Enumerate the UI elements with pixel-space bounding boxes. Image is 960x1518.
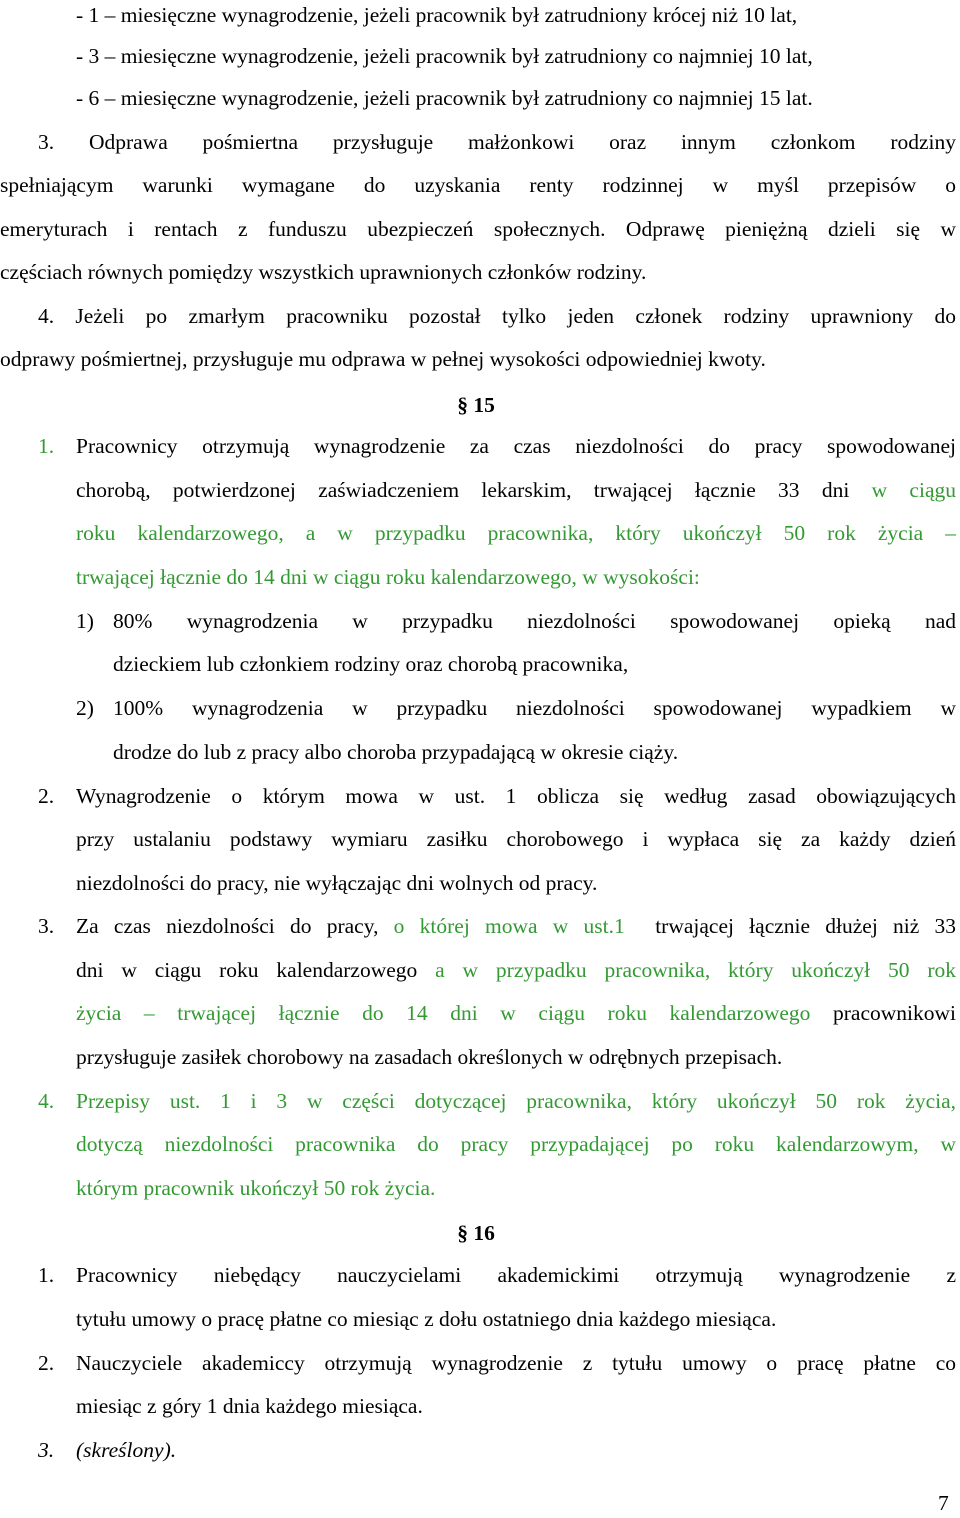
item-1-line: tytułu umowy o pracę płatne co miesiąc z dołu ostatniego dnia każdego miesiąca. <box>76 1307 777 1331</box>
paragraph-4-line: 4. Jeżeli po zmarłym pracowniku pozostał tylko jeden członek rodziny uprawniony do <box>38 304 956 328</box>
item-1-line: Pracownicy niebędący nauczycielami akademickimi otrzymują wynagrodzenie z <box>76 1263 956 1287</box>
item-3-line: przysługuje zasiłek chorobowy na zasadach określonych w odrębnych przepisach. <box>76 1045 783 1069</box>
paragraph-3-line: emeryturach i rentach z funduszu ubezpieczeń społecznych. Odprawę pieniężną dzieli się w <box>0 217 956 241</box>
severance-line-3: - 3 – miesięczne wynagrodzenie, jeżeli pracownik był zatrudniony co najmniej 10 lat, <box>76 44 813 68</box>
subitem-number: 1) <box>76 609 94 633</box>
paragraph-3-line: częściach równych pomiędzy wszystkich uprawnionych członków rodziny. <box>0 260 647 284</box>
item-number: 3. <box>38 1438 55 1462</box>
section-heading-16: § 16 <box>457 1221 495 1245</box>
item-number: 1. <box>38 434 55 458</box>
item-number: 2. <box>38 784 55 808</box>
item-3-line: Za czas niezdolności do pracy, o której mowa w ust.1 trwającej łącznie dłużej niż 33 <box>76 914 957 938</box>
subitem-1-line: 80% wynagrodzenia w przypadku niezdolności spowodowanej opieką nad <box>113 609 956 633</box>
item-number: 4. <box>38 1089 55 1113</box>
item-2-line: niezdolności do pracy, nie wyłączając dni wolnych od pracy. <box>76 871 598 895</box>
section-heading-15: § 15 <box>457 393 495 417</box>
item-4-line-amendment: którym pracownik ukończył 50 rok życia. <box>76 1176 436 1200</box>
subitem-2-line: 100% wynagrodzenia w przypadku niezdolności spowodowanej wypadkiem w <box>113 696 956 720</box>
item-2-line: miesiąc z góry 1 dnia każdego miesiąca. <box>76 1394 423 1418</box>
page-number: 7 <box>938 1491 949 1515</box>
item-1-line-amendment: roku kalendarzowego, a w przypadku pracownika, który ukończył 50 rok życia – <box>76 521 956 545</box>
paragraph-3-line: 3. Odprawa pośmiertna przysługuje małżonkowi oraz innym członkom rodziny <box>38 130 956 154</box>
item-number: 2. <box>38 1351 55 1375</box>
item-1-line: Pracownicy otrzymują wynagrodzenie za czas niezdolności do pracy spowodowanej <box>76 434 956 458</box>
item-4-line-amendment: Przepisy ust. 1 i 3 w części dotyczącej pracownika, który ukończył 50 rok życia, <box>76 1089 956 1113</box>
item-3-line: życia – trwającej łącznie do 14 dni w ciągu roku kalendarzowego pracownikowi <box>76 1001 956 1025</box>
severance-line-6: - 6 – miesięczne wynagrodzenie, jeżeli pracownik był zatrudniony co najmniej 15 lat. <box>76 86 813 110</box>
subitem-1-line: dzieckiem lub członkiem rodziny oraz chorobą pracownika, <box>113 652 629 676</box>
paragraph-4-line: odprawy pośmiertnej, przysługuje mu odprawa w pełnej wysokości odpowiedniej kwoty. <box>0 347 766 371</box>
item-number: 3. <box>38 914 55 938</box>
severance-line-1: - 1 – miesięczne wynagrodzenie, jeżeli pracownik był zatrudniony krócej niż 10 lat, <box>76 3 798 27</box>
subitem-2-line: drodze do lub z pracy albo choroba przypadającą w okresie ciąży. <box>113 740 679 764</box>
item-2-line: przy ustalaniu podstawy wymiaru zasiłku chorobowego i wypłaca się za każdy dzień <box>76 827 956 851</box>
item-4-line-amendment: dotyczą niezdolności pracownika do pracy przypadającej po roku kalendarzowym, w <box>76 1132 956 1156</box>
subitem-number: 2) <box>76 696 94 720</box>
item-2-line: Wynagrodzenie o którym mowa w ust. 1 oblicza się według zasad obowiązujących <box>76 784 956 808</box>
item-1-line-amendment: trwającej łącznie do 14 dni w ciągu roku kalendarzowego, w wysokości: <box>76 565 700 589</box>
paragraph-3-line: spełniającym warunki wymagane do uzyskania renty rodzinnej w myśl przepisów o <box>0 173 956 197</box>
item-3-line: dni w ciągu roku kalendarzowego a w przypadku pracownika, który ukończył 50 rok <box>76 958 956 982</box>
item-1-line: chorobą, potwierdzonej zaświadczeniem lekarskim, trwającej łącznie 33 dni w ciągu <box>76 478 956 502</box>
item-2-line: Nauczyciele akademiccy otrzymują wynagrodzenie z tytułu umowy o pracę płatne co <box>76 1351 956 1375</box>
item-3-line: (skreślony). <box>76 1438 177 1462</box>
item-number: 1. <box>38 1263 55 1287</box>
